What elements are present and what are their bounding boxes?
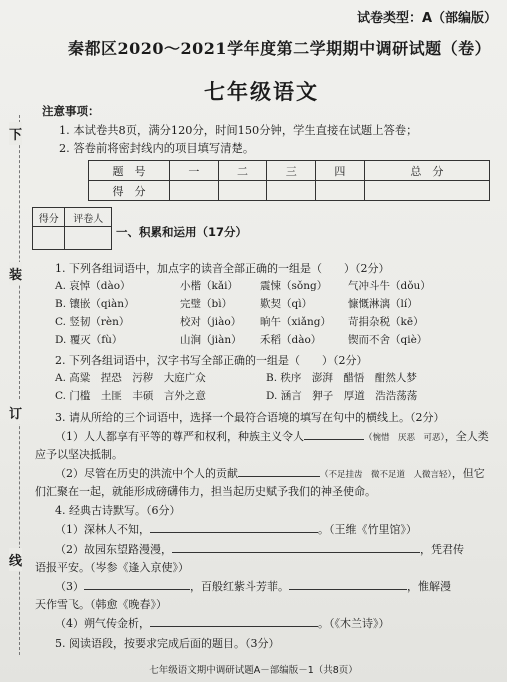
- q1-option-a-word3: 震悚（sǒng）: [260, 280, 328, 292]
- score-table-header-row: [89, 161, 490, 181]
- q3-s2-blank[interactable]: [238, 476, 320, 477]
- binding-line: [19, 115, 20, 655]
- q3-sentence-1-cont: 应予以坚决抵制。: [35, 448, 123, 461]
- q4-l3-blank-1[interactable]: [84, 589, 190, 590]
- q4-line-1: [55, 521, 417, 537]
- score-input-cell[interactable]: [170, 181, 219, 201]
- q1-option-d-word2: 山涧（jiàn）: [180, 334, 242, 346]
- q3-s2-text: （2）尽管在历史的洪流中个人的贡献: [55, 467, 238, 480]
- score-table: [88, 160, 490, 201]
- q3-s1-text: （1）人人都享有平等的尊严和权利，种族主义令人: [55, 430, 304, 443]
- q4-l4-source: 。（《木兰诗》）: [318, 617, 390, 630]
- q4-line-3-cont: 天作雪飞。（韩愈《晚春》）: [35, 598, 167, 611]
- score-cell: 题 号: [89, 161, 170, 181]
- q2-option-a: A. 高粱 捏恐 污秽 大庭广众: [55, 372, 206, 384]
- grader-score-label: 得分: [33, 208, 65, 227]
- section-heading: 一、积累和运用（17分）: [116, 225, 248, 239]
- q4-l2-text: （2）故园东望路漫漫，: [55, 543, 172, 556]
- paper-type-label: 试卷类型：A（部编版）: [356, 11, 497, 26]
- grader-score-cell[interactable]: [33, 227, 65, 250]
- question-1-stem: 1. 下列各组词语中，加点字的读音全部正确的一组是（ ）（2分）: [55, 262, 390, 275]
- notice-item: 2. 答卷前将密封线内的项目填写清楚。: [59, 142, 255, 155]
- score-cell: 一: [170, 161, 219, 181]
- q1-option-b: B. 镶嵌（qiàn）: [55, 298, 135, 310]
- q2-option-c: C. 门槛 土匪 丰硕 言外之意: [55, 390, 206, 402]
- q3-sentence-2: [55, 465, 485, 481]
- score-cell: 四: [316, 161, 365, 181]
- q3-s2-hint: （不足挂齿 微不足道 人微言轻）: [320, 470, 452, 480]
- page-footer: 七年级语文期中调研试题A－部编版－1（共8页）: [149, 665, 358, 676]
- q4-l4-blank[interactable]: [150, 626, 318, 627]
- q4-l3-blank-2[interactable]: [289, 589, 407, 590]
- q2-option-b: B. 秩序 澎湃 醋悟 酣然人梦: [266, 372, 417, 384]
- q3-s1-hint: （惋惜 厌恶 可恶）: [364, 433, 445, 443]
- q4-l2-tail: ，凭君传: [420, 543, 464, 556]
- q1-option-c: C. 竖韧（rèn）: [55, 316, 130, 328]
- q1-option-c-word4: 苛捐杂税（kē）: [348, 316, 424, 328]
- q4-line-3: [55, 578, 451, 594]
- score-input-cell[interactable]: [267, 181, 316, 201]
- q3-s2-tail: ，但它: [451, 467, 485, 480]
- binding-label-ding: 订: [9, 401, 22, 424]
- q1-option-a-word2: 小楷（kǎi）: [180, 280, 238, 292]
- question-5-stem: 5. 阅读语段，按要求完成后面的题目。（3分）: [55, 637, 280, 650]
- score-cell: 二: [218, 161, 267, 181]
- q1-option-a: A. 哀悼（dào）: [55, 280, 131, 292]
- score-input-cell[interactable]: [316, 181, 365, 201]
- q1-option-d-word3: 禾稻（dào）: [260, 334, 322, 346]
- score-input-cell[interactable]: [218, 181, 267, 201]
- q4-l2-blank[interactable]: [172, 552, 420, 553]
- q3-sentence-1: [55, 428, 489, 444]
- q1-option-a-word4: 气冲斗牛（dǒu）: [348, 280, 431, 292]
- q4-l1-text: （1）深林人不知，: [55, 523, 150, 536]
- q3-sentence-2-cont: 们汇聚在一起，就能形成磅礴伟力，担当起历史赋予我们的神圣使命。: [35, 485, 376, 498]
- q2-option-d: D. 涵言 狎子 厚道 浩浩荡荡: [266, 390, 418, 402]
- q4-l3-label: （3）: [55, 580, 84, 593]
- score-table-score-row: [89, 181, 490, 201]
- q4-line-4: [55, 615, 390, 631]
- score-cell: 得 分: [89, 181, 170, 201]
- q4-line-2-cont: 语报平安。（岑参《逢入京使》）: [35, 561, 189, 574]
- score-cell: 三: [267, 161, 316, 181]
- binding-label-xian: 线: [9, 548, 22, 571]
- question-2-stem: 2. 下列各组词语中，汉字书写全部正确的一组是（ ）（2分）: [55, 354, 368, 367]
- q1-option-c-word3: 晌午（xiǎng）: [260, 316, 332, 328]
- q4-l1-source: 。（王维《竹里馆》）: [318, 523, 417, 536]
- q4-l3-text: ，百般红紫斗芳菲。: [190, 580, 289, 593]
- question-3-stem: 3. 请从所给的三个词语中，选择一个最符合语境的填写在句中的横线上。（2分）: [55, 411, 445, 424]
- q1-option-d: D. 覆灭（fù）: [55, 334, 123, 346]
- q3-s1-blank[interactable]: [304, 439, 364, 440]
- grader-table: [32, 207, 112, 250]
- binding-label-zhuang: 装: [9, 262, 22, 285]
- q1-option-b-word4: 慷慨淋漓（lí）: [348, 298, 418, 310]
- q4-line-2: [55, 541, 464, 557]
- q3-s1-tail: ，全人类: [444, 430, 489, 443]
- grader-name-label: 评卷人: [65, 208, 112, 227]
- q1-option-b-word3: 歎契（qì）: [260, 298, 313, 310]
- q1-option-b-word2: 完璧（bì）: [180, 298, 233, 310]
- grader-name-cell[interactable]: [65, 227, 112, 250]
- score-input-cell[interactable]: [364, 181, 489, 201]
- q4-l3-tail: ，惟解漫: [407, 580, 451, 593]
- score-cell: 总 分: [364, 161, 489, 181]
- subject-title: 七年级语文: [204, 80, 319, 104]
- q1-option-d-word4: 锲而不舍（qiè）: [348, 334, 428, 346]
- question-4-stem: 4. 经典古诗默写。（6分）: [55, 504, 181, 517]
- q4-l1-blank[interactable]: [150, 532, 318, 533]
- q1-option-c-word2: 校对（jiào）: [180, 316, 242, 328]
- notice-item: 1. 本试卷共8页，满分120分，时间150分钟，学生直接在试题上答卷；: [59, 124, 418, 137]
- binding-label-down: 下: [9, 122, 22, 145]
- exam-title: 秦都区2020～2021学年度第二学期期中调研试题（卷）: [68, 39, 492, 58]
- notice-heading: 注意事项：: [42, 104, 100, 118]
- q4-l4-text: （4）朔气传金析，: [55, 617, 150, 630]
